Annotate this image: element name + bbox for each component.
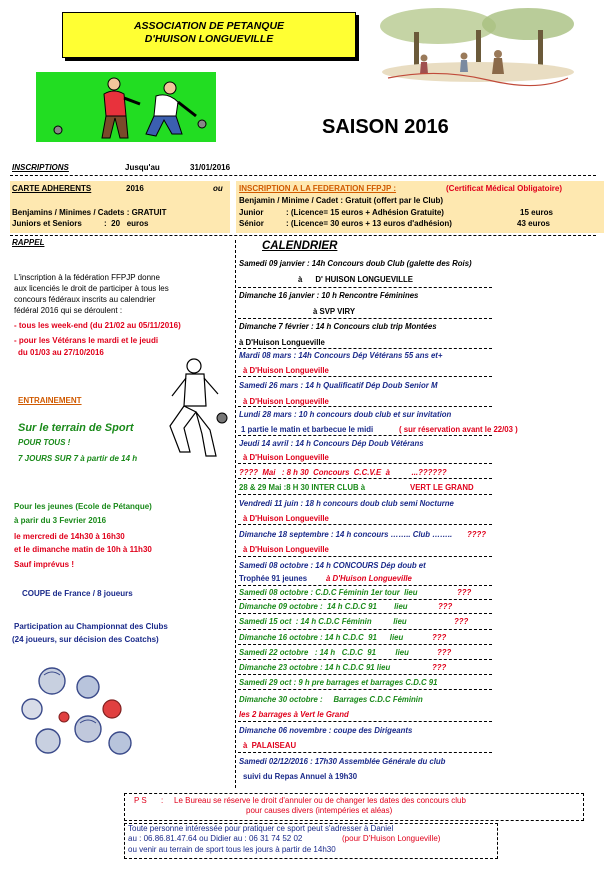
calendar-divider — [238, 659, 492, 660]
rappel-weekend: - tous les week-end (du 21/02 au 05/11/2016) — [14, 321, 181, 330]
calendar-event-place: à D'Huison Longueville — [243, 453, 329, 462]
ps-line1: Le Bureau se réserve le droit d'annuler ou de changer les dates des concours club — [174, 796, 466, 805]
federation-senior-label: Sénior — [239, 219, 264, 228]
calendar-event: Dimanche 06 novembre : coupe des Dirigeants — [239, 726, 413, 735]
federation-junior-price: 15 euros — [520, 208, 553, 217]
season-title: SAISON 2016 — [322, 116, 449, 138]
calendar-event: Dimanche 7 février : 14 h Concours club trip Montées — [239, 322, 437, 331]
calendar-divider — [238, 435, 492, 436]
calendar-event-place: à D'Huison Longueville — [243, 514, 329, 523]
calendar-divider — [238, 689, 492, 690]
calendar-event: Dimanche 18 septembre : 14 h concours …….. Club …….. — [239, 530, 453, 539]
ps-line2: pour causes divers (intempéries et aléas) — [246, 806, 393, 815]
association-header — [62, 12, 356, 58]
calendar-event: 28 & 29 Mai :8 H 30 INTER CLUB à — [239, 483, 366, 492]
association-town: D'HUISON LONGUEVILLE — [144, 33, 274, 45]
rappel-text: concours fédéraux inscrits au calendrier — [14, 295, 156, 304]
jeunes-date: à parir du 3 Fevrier 2016 — [14, 516, 107, 525]
rappel-veterans: - pour les Vétérans le mardi et le jeudi — [14, 336, 159, 345]
carte-title: CARTE ADHERENTS — [12, 184, 92, 193]
calendar-event-unknown: ??? — [457, 588, 472, 597]
calendar-event-unknown: ???? — [467, 530, 487, 539]
jeunes-title: Pour les jeunes (Ecole de Pétanque) — [14, 502, 152, 511]
calendar-event: Mardi 08 mars : 14h Concours Dép Vétérans 55 ans et+ — [239, 351, 443, 360]
inscriptions-label: INSCRIPTIONS — [12, 163, 69, 172]
calendar-event-unknown: ??? — [454, 617, 469, 626]
calendar-event: Vendredi 11 juin : 18 h concours doub club semi Nocturne — [239, 499, 454, 508]
calendar-divider — [238, 599, 492, 600]
entrainement-title: ENTRAINEMENT — [18, 396, 82, 405]
calendar-divider — [238, 644, 492, 645]
calendar-event: Samedi 26 mars : 14 h Qualificatif Dép Doub Senior M — [239, 381, 438, 390]
rappel-text: fédéral 2016 qui se déroulent : — [14, 306, 123, 315]
calendar-divider — [238, 556, 492, 557]
calendar-event-place: à D'Huison Longueville — [243, 397, 329, 406]
divider — [10, 235, 596, 236]
calendar-event: Samedi 22 octobre : 14 h C.D.C 91 lieu — [239, 648, 409, 657]
rappel-title: RAPPEL — [12, 238, 45, 247]
jeunes-mercredi: le mercredi de 14h30 à 16h30 — [14, 532, 125, 541]
calendar-event: Dimanche 30 octobre : Barrages C.D.C Féminin — [239, 695, 423, 704]
calendar-event-unknown: ??? — [432, 633, 447, 642]
calendar-event-detail: 1 partie le matin et barbecue le midi — [241, 425, 374, 434]
federation-senior-detail: : (Licence= 30 euros + 13 euros d'adhésion) — [286, 219, 452, 228]
jeunes-dimanche: et le dimanche matin de 10h à 11h30 — [14, 545, 152, 554]
federation-title: INSCRIPTION A LA FEDERATION FFPJP : — [239, 184, 397, 193]
rappel-veterans-dates: du 01/03 au 27/10/2016 — [18, 348, 104, 357]
calendar-event-place: à D'Huison Longueville — [243, 366, 329, 375]
park-sketch-illustration — [378, 8, 574, 90]
calendar-divider — [238, 494, 492, 495]
calendar-divider — [238, 524, 492, 525]
calendar-divider — [238, 376, 492, 377]
calendar-title: CALENDRIER — [262, 240, 338, 252]
calendar-divider — [238, 318, 492, 319]
rappel-text: aux licenciés le droit de participer à tous les — [14, 284, 169, 293]
ou-label: ou — [213, 184, 223, 193]
calendar-event: ???? Mai : 8 h 30 Concours C.C.V.E à ...?????? — [239, 468, 447, 477]
calendar-event: Dimanche 16 octobre : 14 h C.D.C 91 lieu — [239, 633, 404, 642]
player-throwing-illustration — [150, 356, 236, 466]
carte-line-seniors: Juniors et Seniors : 20 euros — [12, 219, 149, 228]
calendar-divider — [238, 463, 492, 464]
rappel-text: L'inscription à la fédération FFPJP donne — [14, 273, 160, 282]
calendar-divider — [238, 478, 492, 479]
calendar-divider — [238, 674, 492, 675]
federation-junior-label: Junior — [239, 208, 264, 217]
calendar-event-detail: Trophée 91 jeunes — [239, 574, 308, 583]
calendar-event-unknown: ??? — [432, 663, 447, 672]
calendar-divider — [238, 629, 492, 630]
calendar-event-place: les 2 barrages à Vert le Grand — [239, 710, 349, 719]
coupe-de-france: COUPE de France / 8 joueurs — [22, 589, 133, 598]
federation-senior-price: 43 euros — [517, 219, 550, 228]
calendar-event-place: à D'Huison Longueville — [326, 574, 412, 583]
championnat-line1: Participation au Championnat des Clubs — [14, 622, 168, 631]
entrainement-heading: Sur le terrain de Sport — [18, 422, 134, 434]
calendar-event: Samedi 02/12/2016 : 17h30 Assemblée Générale du club — [239, 757, 446, 766]
calendar-event: Jeudi 14 avril : 14 h Concours Dép Doub Vétérans — [239, 439, 424, 448]
calendar-event-reservation: ( sur réservation avant le 22/03 ) — [399, 425, 518, 434]
calendar-event: Samedi 09 janvier : 14h Concours doub Club (galette des Rois) — [239, 259, 472, 268]
association-name: ASSOCIATION DE PETANQUE — [133, 20, 285, 32]
divider — [10, 175, 596, 176]
calendar-divider — [238, 287, 492, 288]
calendar-divider — [238, 613, 492, 614]
federation-junior-detail: : (Licence= 15 euros + Adhésion Gratuite) — [286, 208, 444, 217]
inscriptions-until-date: 31/01/2016 — [190, 163, 231, 172]
ps-label: P S — [134, 796, 147, 805]
calendar-event-place: à SVP VIRY — [313, 307, 356, 316]
calendar-event: Dimanche 16 janvier : 10 h Rencontre Féminines — [239, 291, 419, 300]
calendar-event: Samedi 08 octobre : C.D.C Féminin 1er tour lieu — [239, 588, 418, 597]
calendar-event-place: à D'Huison Longueville — [243, 545, 329, 554]
calendar-event: Dimanche 09 octobre : 14 h C.D.C 91 lieu — [239, 602, 408, 611]
calendar-event: Samedi 08 octobre : 14 h CONCOURS Dép doub et — [239, 561, 426, 570]
federation-benjamin: Benjamin / Minime / Cadet : Gratuit (offert par le Club) — [239, 196, 444, 205]
carte-year: 2016 — [126, 184, 144, 193]
calendar-event-place: à D'Huison Longueville — [239, 338, 325, 347]
boules-illustration — [18, 663, 136, 765]
calendar-divider — [238, 406, 492, 407]
contact-line1: Toute personne intéressée pour pratiquer ce sport peut s'adresser à Daniel — [128, 824, 394, 833]
calendar-divider — [238, 585, 492, 586]
contact-phones: au : 06.86.81.47.64 ou Didier au : 06 31 74 52 02 — [128, 834, 303, 843]
entrainement-pour-tous: POUR TOUS ! — [18, 438, 71, 447]
carte-line-benjamins: Benjamins / Minimes / Cadets : GRATUIT — [12, 208, 167, 217]
ps-colon: : — [161, 796, 164, 805]
calendar-event-unknown: ??? — [437, 648, 452, 657]
calendar-divider — [238, 721, 492, 722]
players-illustration — [36, 72, 216, 142]
calendar-event-unknown: ??? — [438, 602, 453, 611]
calendar-event: Lundi 28 mars : 10 h concours doub club et sur invitation — [239, 410, 452, 419]
calendar-event: Dimanche 23 octobre : 14 h C.D.C 91 lieu — [239, 663, 391, 672]
calendar-event: Samedi 15 oct : 14 h C.D.C Féminin lieu — [239, 617, 407, 626]
calendar-event-place: à PALAISEAU — [243, 741, 297, 750]
calendar-event: Samedi 29 oct : 9 h pre barrages et barrages C.D.C 91 — [239, 678, 438, 687]
contact-line3: ou venir au terrain de sport tous les jours à partir de 14h30 — [128, 845, 336, 854]
jeunes-imprevus: Sauf imprévus ! — [14, 560, 75, 569]
calendar-divider — [238, 752, 492, 753]
certificat-note: (Certificat Médical Obligatoire) — [446, 184, 563, 193]
column-separator — [235, 240, 236, 788]
calendar-event-place: à D' HUISON LONGUEVILLE — [298, 275, 413, 284]
calendar-event-place: VERT LE GRAND — [410, 483, 474, 492]
contact-location: (pour D'Huison Longueville) — [342, 834, 441, 843]
calendar-event-detail: suivi du Repas Annuel à 19h30 — [243, 772, 358, 781]
entrainement-jours: 7 JOURS SUR 7 à partir de 14 h — [18, 454, 138, 463]
inscriptions-until-label: Jusqu'au — [125, 163, 160, 172]
calendar-divider — [238, 348, 492, 349]
championnat-line2: (24 joueurs, sur décision des Coatchs) — [12, 635, 159, 644]
